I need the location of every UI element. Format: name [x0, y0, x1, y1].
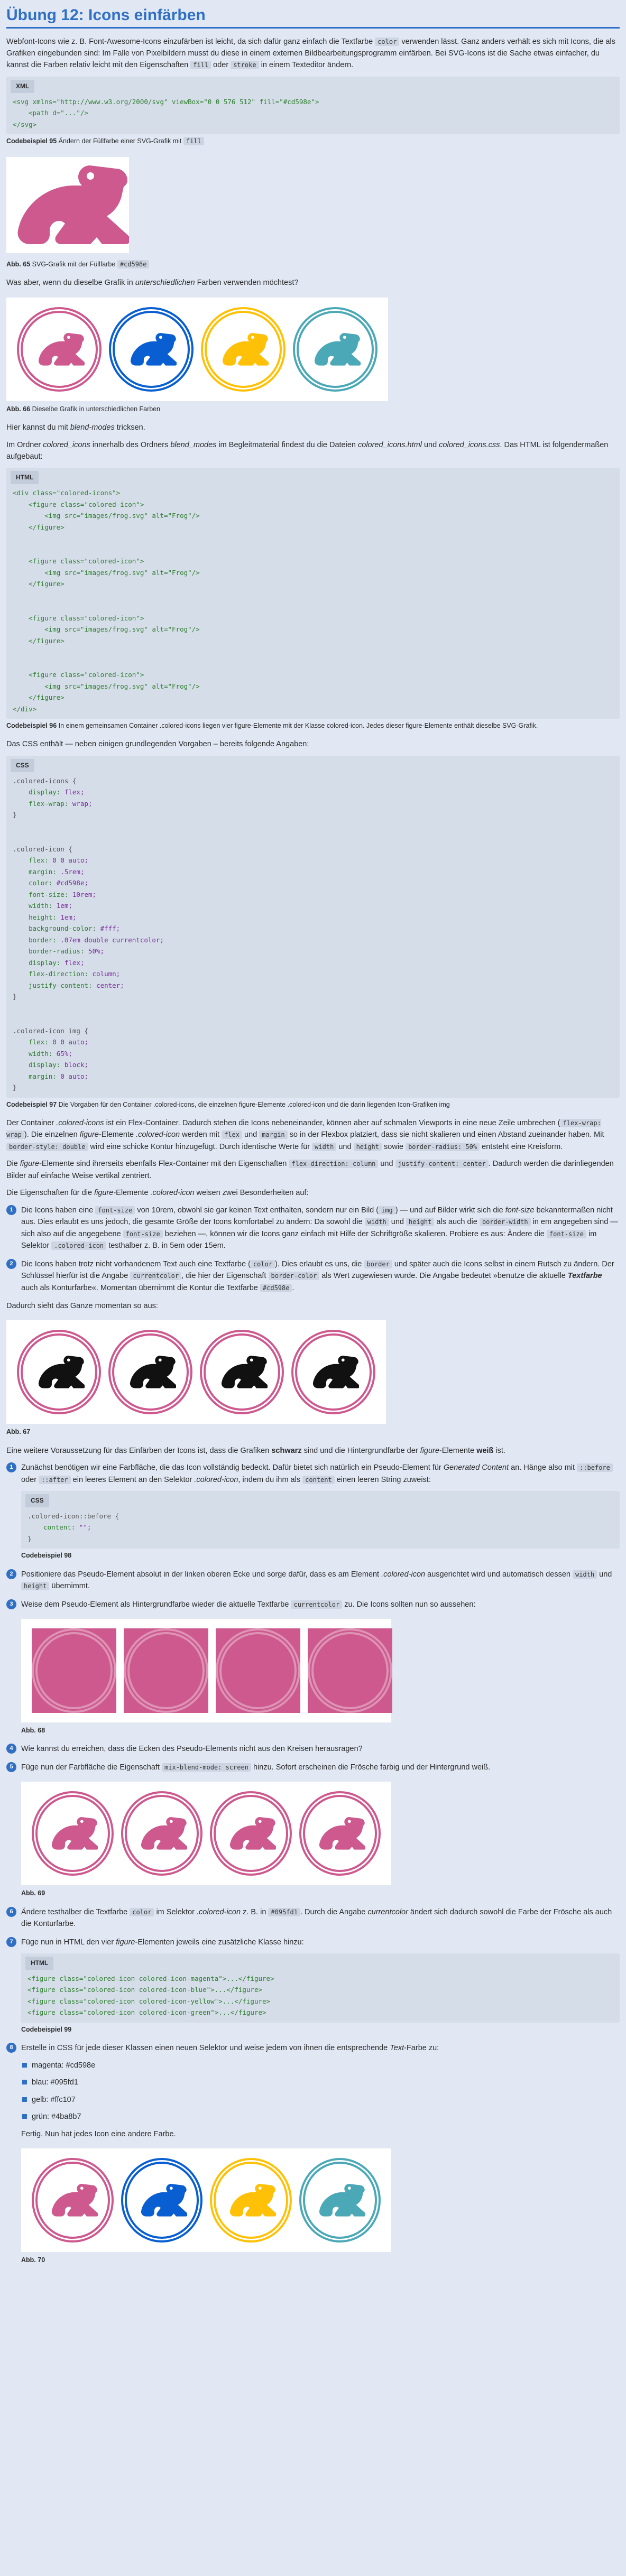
code-block-95 [6, 77, 620, 134]
circle-outline [32, 1628, 116, 1713]
list-item: 1 Zunächst benötigen wir eine Farbfläche, die das Icon vollständig bedeckt. Dafür bietet sich natürlich ein Pseudo-Element für Generated Content an. Hänge also mit ::before oder ::after ein leeres Element an den Selektor .colored-icon, indem du ihm als content einen leeren String zuweist: CSS .colored-icon::before { content: ""; } Codebeispiel 98 [6, 1462, 620, 1561]
list-item: 3 Weise dem Pseudo-Element als Hintergrundfarbe wieder die aktuelle Textfarbe currentcolor zu. Die Icons sollten nun so aussehen: Abb. 68 [6, 1599, 620, 1736]
figure-caption: Abb. 67 [6, 1428, 31, 1436]
step-number: 1 [6, 1462, 16, 1472]
code-language-label: XML [11, 80, 34, 93]
inline-code: color [375, 38, 399, 46]
inline-code: stroke [231, 61, 259, 69]
list-item: 2 Die Icons haben trotz nicht vorhandenem Text auch eine Textfarbe ( color ). Dies erlaubt es uns, die border und später auch die Icons selbst in einem Rutsch zu ändern. Der Schlüssel hierfür ist die Angabe currentcolor , die hier der Eigenschaft border-color als Wert zugewiesen wurde. Die Angabe bedeutet »benutze die aktuelle Textfarbe auch als Konturfarbe«. Momentan übernimmt die Kontur die Textfarbe #cd598e . [6, 1258, 620, 1294]
figure-68 [21, 1619, 391, 1722]
icon-row [6, 1320, 386, 1424]
frog-icon [47, 1812, 98, 1855]
code-block-96 [6, 468, 620, 719]
frog-icon [218, 328, 269, 370]
frog-icon [34, 1351, 85, 1393]
frog-icon [315, 2179, 365, 2221]
colored-icon [108, 1330, 192, 1414]
code-block-98 [21, 1491, 620, 1549]
code-content: <div class="colored-icons"> <figure class="colored-icon"> <img src="images/frog.svg" alt="Frog"/> </figure> <figure class="colored-icon"> <img src="images/frog.svg" alt="Frog"/> </figure> <figure class="colored-icon"> <img src="images/frog.svg" alt="Frog"/> </figure> <figure class="colored-icon"> <img src="images/frog.svg" alt="Frog"/> </figure> </div> [13, 489, 200, 713]
list-item: 2 Positioniere das Pseudo-Element absolut in der linken oberen Ecke und sorge dafür, dass es am Element .colored-icon ausgerichtet wird und automatisch dessen width und height übernimmt. [6, 1569, 620, 1592]
colored-icon [201, 307, 286, 392]
flex-paragraph: Der Container .colored-icons ist ein Flex-Container. Dadurch stehen die Icons nebeneinander, können aber auf schmalen Viewports in eine neue Zeile umbrechen ( flex-wrap: wrap ). Die einzelnen figure-Elemente .colored-icon werden mit flex und margin so in der Flexbox platziert, dass sie nicht skalieren und einen Abstand zueinander haben. Mit border-style: double wird eine schicke Kontur hinzugefügt. Durch identische Werte für width und height sowie border-radius: 50% entsteht eine Kreisform. [6, 1118, 604, 1151]
step-number: 7 [6, 1937, 16, 1947]
figure-caption: Abb. 68 [21, 1727, 45, 1735]
question-paragraph: Was aber, wenn du dieselbe Grafik in unterschiedlichen Farben verwenden möchtest? [6, 279, 299, 288]
so-sieht-paragraph: Dadurch sieht das Ganze momentan so aus: [6, 1301, 158, 1310]
colored-icon [299, 2158, 381, 2243]
colored-icon [32, 2158, 114, 2243]
step-number: 3 [6, 1599, 16, 1609]
frog-icon [34, 328, 85, 370]
colored-icon [17, 307, 102, 392]
intro-paragraph: Webfont-Icons wie z. B. Font-Awesome-Icons einzufärben ist leicht, da sich dafür ganz einfach die Textfarbe color verwenden lässt. Ganz anders verhält es sich mit Icons, die als Grafiken eingebunden sind: Im Falle von Pixelbildern musst du diese in einem externen Bildbearbeitungsprogramm einfärben. Bei SVG-Icons ist die Sache etwas einfacher, du kannst die Farben relativ leicht mit den Eigenschaften fill oder stroke in einem Texteditor ändern. [6, 37, 615, 70]
code-language-label: HTML [11, 471, 39, 484]
step-number: 8 [6, 2043, 16, 2053]
requirement-paragraph: Eine weitere Voraussetzung für das Einfärben der Icons ist, dass die Grafiken schwarz sind und die Hintergrundfarbe der figure-Elemente weiß ist. [6, 1446, 505, 1455]
circle-outline [308, 1628, 392, 1713]
colored-icon [299, 1791, 381, 1876]
colored-icon [121, 2158, 203, 2243]
frog-icon [126, 328, 177, 370]
circle-outline [124, 1628, 208, 1713]
code-caption: Codebeispiel 97 Die Vorgaben für den Container .colored-icons, die einzelnen figure-Elemente .colored-icon und die darin liegenden Icon-Grafiken img [6, 1100, 450, 1108]
step-number: 4 [6, 1744, 16, 1754]
page-title: Übung 12: Icons einfärben [6, 6, 620, 29]
list-item: 8 Erstelle in CSS für jede dieser Klassen einen neuen Selektor und weise jedem von ihnen die entsprechende Text-Farbe zu: magenta: #cd598e blau: #095fd1 gelb: #ffc107 grün: #4ba8b7 Fertig. Nun hat jedes Icon eine andere Farbe. Abb. 70 [6, 2042, 620, 2265]
frog-icon [136, 1812, 187, 1855]
frog-icon [217, 1351, 268, 1393]
figure-65 [6, 154, 620, 257]
folder-paragraph: Im Ordner colored_icons innerhalb des Ordners blend_modes im Begleitmaterial findest du die Dateien colored_icons.html und colored_icons.css. Das HTML ist folgendermaßen aufgebaut: [6, 440, 609, 461]
css-intro-paragraph: Das CSS enthält — neben einigen grundlegenden Vorgaben – bereits folgende Angaben: [6, 740, 309, 749]
colored-icon [121, 1791, 203, 1876]
colored-icon-square [32, 1628, 116, 1713]
frog-icon [225, 2179, 276, 2221]
trick-paragraph: Hier kannst du mit blend-modes tricksen. [6, 423, 145, 432]
icon-row [21, 1619, 391, 1722]
colored-icon-square [124, 1628, 208, 1713]
figure-caption: Abb. 66 Dieselbe Grafik in unterschiedlichen Farben [6, 405, 161, 413]
icon-row [6, 298, 388, 401]
list-item: 4 Wie kannst du erreichen, dass die Ecken des Pseudo-Elements nicht aus den Kreisen herausragen? [6, 1743, 620, 1755]
steps-list [6, 1462, 620, 2265]
code-language-label: CSS [25, 1494, 49, 1507]
colored-icon [291, 1330, 375, 1414]
figure-caption: Abb. 65 SVG-Grafik mit der Füllfarbe #cd598e [6, 260, 620, 270]
code-block-97 [6, 756, 620, 1098]
figure-69 [21, 1782, 391, 1885]
code-content: <figure class="colored-icon colored-icon-magenta">...</figure> <figure class="colored-icon colored-icon-blue">...</figure> <figure class="colored-icon colored-icon-yellow">...</figure> <figure class="colored-icon colored-icon-green">...</figure> [27, 1974, 274, 2017]
circle-outline [216, 1628, 300, 1713]
frog-icon [225, 1812, 276, 1855]
code-block-99 [21, 1953, 620, 2023]
frog-icon [47, 2179, 98, 2221]
list-item: grün: #4ba8b7 [21, 2111, 620, 2123]
list-item: blau: #095fd1 [21, 2077, 620, 2088]
frog-icon [125, 1351, 176, 1393]
step-number: 2 [6, 1569, 16, 1579]
list-item: magenta: #cd598e [21, 2060, 620, 2071]
frog-icon [6, 157, 129, 253]
code-caption: Codebeispiel 99 [21, 2025, 72, 2033]
code-caption: Codebeispiel 98 [21, 1552, 72, 1560]
figure-66 [6, 298, 388, 401]
step-number: 6 [6, 1907, 16, 1917]
list-item: 5 Füge nun der Farbfläche die Eigenschaft mix-blend-mode: screen hinzu. Sofort erscheinen die Frösche farbig und der Hintergrund weiß. Abb. 69 [6, 1762, 620, 1899]
figure-paragraph: Die figure-Elemente sind ihrerseits ebenfalls Flex-Container mit den Eigenschaften flex-direction: column und justify-content: center . Dadurch werden die darinliegenden Bilder auf einfache Weise vertikal zentriert. [6, 1160, 614, 1180]
colored-icon [109, 307, 194, 392]
code-language-label: CSS [11, 759, 34, 772]
code-caption: Codebeispiel 95 Ändern der Füllfarbe einer SVG-Grafik mit fill [6, 136, 620, 146]
code-content: .colored-icon::before { content: ""; } [27, 1512, 119, 1543]
icon-row [21, 1782, 391, 1885]
list-item: 7 Füge nun in HTML den vier figure-Elementen jeweils eine zusätzliche Klasse hinzu: HTML <figure class="colored-icon colored-icon-magenta">...</figure> <figure class="colored-icon colored-icon-blue">...</figure> <figure class="colored-icon colored-icon-yellow">...</figure> <figure class="colored-icon colored-icon-green">...</figure> Codebeispiel 99 [6, 1936, 620, 2035]
features-list [6, 1204, 620, 1294]
code-content: <svg xmlns="http://www.w3.org/2000/svg" viewBox="0 0 576 512" fill="#cd598e"> <path d="..."/> </svg> [13, 97, 319, 128]
inline-code: fill [190, 61, 211, 69]
step-number: 1 [6, 1205, 16, 1215]
list-item: 1 Die Icons haben eine font-size von 10rem, obwohl sie gar keinen Text enthalten, sondern nur ein Bild ( img ) — und auf Bilder wirkt sich die font-size bekanntermaßen nicht aus. Dies erlaubt es uns jedoch, die gesamte Größe der Icons komfortabel zu ändern: Da sowohl die width und height als auch die border-width in em angegeben sind — sich also auf die angegebene font-size beziehen —, können wir die Icons ganz einfach mit Hilfe der Schriftgröße skalieren. Probiere es aus: Ändere die font-size im Selektor .colored-icon testhalber z. B. in 5em oder 15em. [6, 1204, 620, 1252]
step-number: 2 [6, 1259, 16, 1269]
figure-caption: Abb. 69 [21, 1889, 45, 1897]
figure-caption: Abb. 70 [21, 2256, 45, 2264]
code-content: .colored-icons { display: flex; flex-wrap: wrap; } .colored-icon { flex: 0 0 auto; margin: .5rem; color: #cd598e; font-size: 10rem; width: 1em; height: 1em; background-color: #fff; border: .07em double currentcolor; border-radius: 50%; display: flex; flex-direction: column; justify-content: center; } .colored-icon img { flex: 0 0 auto; width: 65%; display: block; margin: 0 auto; } [13, 776, 164, 1091]
colored-icon [17, 1330, 101, 1414]
features-intro: Die Eigenschaften für die figure-Elemente .colored-icon weisen zwei Besonderheiten auf: [6, 1189, 309, 1198]
step-number: 5 [6, 1762, 16, 1772]
frog-icon [310, 328, 361, 370]
frog-icon [315, 1812, 365, 1855]
frog-image [6, 157, 129, 253]
icon-row [21, 2148, 391, 2252]
figure-70 [21, 2148, 391, 2252]
frog-icon [308, 1351, 359, 1393]
colored-icon [293, 307, 378, 392]
fertig-paragraph: Fertig. Nun hat jedes Icon eine andere Farbe. [21, 2129, 176, 2138]
list-item: 6 Ändere testhalber die Textfarbe color im Selektor .colored-icon z. B. in #095fd1 . Durch die Angabe currentcolor ändert sich dadurch sowohl die Farbe der Frösche als auch die Konturfarbe. [6, 1906, 620, 1930]
colored-icon [200, 1330, 284, 1414]
colored-icon [210, 2158, 292, 2243]
code-language-label: HTML [25, 1957, 53, 1970]
frog-icon [136, 2179, 187, 2221]
code-caption: Codebeispiel 96 In einem gemeinsamen Container .colored-icons liegen vier figure-Elemente mit der Klasse colored-icon. Jedes dieser figure-Elemente enthält dieselbe SVG-Grafik. [6, 722, 538, 730]
list-item: gelb: #ffc107 [21, 2094, 620, 2106]
figure-67 [6, 1320, 386, 1424]
color-list [21, 2060, 620, 2123]
colored-icon-square [216, 1628, 300, 1713]
colored-icon [32, 1791, 114, 1876]
colored-icon [210, 1791, 292, 1876]
colored-icon-square [308, 1628, 392, 1713]
